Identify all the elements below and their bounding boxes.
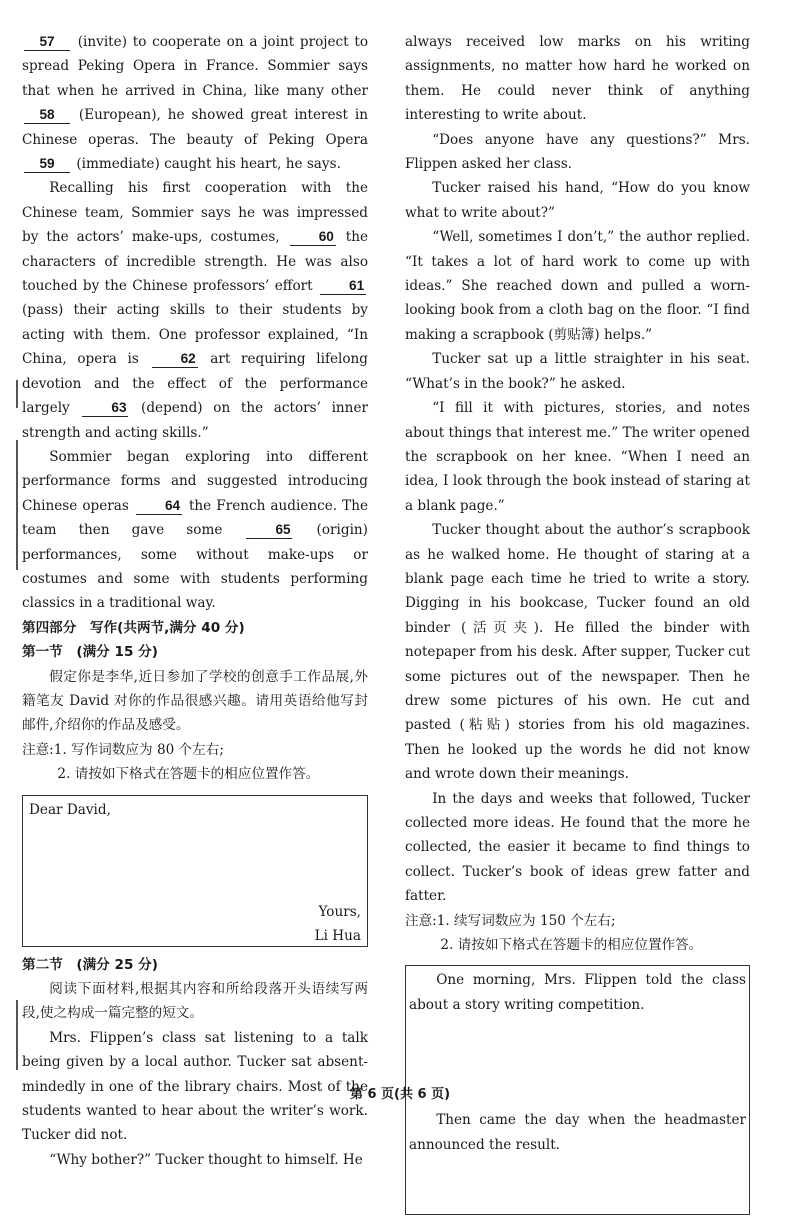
passage-paragraph-1: 57 (invite) to cooperate on a joint project to spread Peking Opera in France. Sommier says that when he arrived in China, like many other 58 (European), he showed great interest in Chinese operas. The beauty of Peking Opera 59 (immediate) caught his heart, he says. bbox=[22, 34, 368, 173]
letter-signature: Li Hua bbox=[314, 927, 361, 944]
story-paragraph-9: In the days and weeks that followed, Tucker collected more ideas. He found that the more he collected, the easier it became to find things to collect. Tucker’s book of ideas grew fatter and fatter. bbox=[405, 790, 750, 905]
blank-57[interactable]: 57 bbox=[24, 34, 70, 51]
story-paragraph-5: “Well, sometimes I don’t,” the author replied. “It takes a lot of hard work to come up with ideas.” She reached down and pulled a worn-looking book from a cloth bag on the floor. “I find making a scrapbook (剪贴簿) helps.” bbox=[405, 229, 750, 343]
section2-prompt: 阅读下面材料,根据其内容和所给段落开头语续写两段,使之构成一篇完整的短文。 bbox=[22, 981, 368, 1022]
blank-60[interactable]: 60 bbox=[290, 229, 336, 246]
story-paragraph-3: “Does anyone have any questions?” Mrs. Flippen asked her class. bbox=[405, 131, 750, 173]
blank-62[interactable]: 62 bbox=[152, 351, 198, 368]
story-paragraph-2: “Why bother?” Tucker thought to himself. He bbox=[49, 1151, 363, 1168]
story-paragraph-1: Mrs. Flippen’s class sat listening to a talk being given by a local author. Tucker sat absent-mindedly in one of the library chairs. Most of the students wanted to hear about the writer’s work. Tucker did not. bbox=[22, 1029, 368, 1144]
blank-64[interactable]: 64 bbox=[136, 498, 182, 515]
story-paragraph-6: Tucker sat up a little straighter in his seat. “What’s in the book?” he asked. bbox=[405, 351, 750, 392]
letter-greeting: Dear David, bbox=[29, 801, 111, 818]
letter-answer-box[interactable] bbox=[22, 795, 368, 947]
story-paragraph-7: “I fill it with pictures, stories, and notes about things that interest me.” The writer opened the scrapbook on her knee. “When I need an idea, I look through the book instead of staring at a blank page.” bbox=[405, 400, 750, 514]
continuation-opening: One morning, Mrs. Flippen told the class about a story writing competition. bbox=[409, 972, 746, 1013]
part4-heading: 第四部分 写作(共两节,满分 40 分) bbox=[22, 619, 245, 636]
story-paragraph-8: Tucker thought about the author’s scrapbook as he walked home. He thought of staring at a blank page each time he tried to write a story. Digging in his bookcase, Tucker found an old binder (活页夹). He filled the binder with notepaper from his desk. After supper, Tucker cut some pictures out of the newspaper. Then he drew some pictures of his own. He cut and pasted (粘贴) stories from his old magazines. Then he looked up the words he did not know and wrote down their meanings. bbox=[405, 522, 750, 783]
section1-prompt: 假定你是李华,近日参加了学校的创意手工作品展,外籍笔友 David 对你的作品很感兴趣。请用英语给他写封邮件,介绍你的作品及感受。 bbox=[22, 668, 368, 734]
blank-61[interactable]: 61 bbox=[320, 278, 366, 295]
section2-note-2: 2. 请按如下格式在答题卡的相应位置作答。 bbox=[440, 937, 703, 954]
story-paragraph-2-cont: always received low marks on his writing assignments, no matter how hard he worked on them. He could never think of anything interesting to write about. bbox=[405, 34, 750, 124]
blank-59[interactable]: 59 bbox=[24, 156, 70, 173]
continuation-second-opening: Then came the day when the headmaster announced the result. bbox=[409, 1112, 746, 1153]
page-number: 第 6 页(共 6 页) bbox=[349, 1087, 451, 1102]
right-column bbox=[405, 30, 750, 1221]
story-paragraph-4: Tucker raised his hand, “How do you know what to write about?” bbox=[405, 180, 750, 221]
margin-mark bbox=[16, 380, 18, 408]
passage-paragraph-2: Recalling his first cooperation with the Chinese team, Sommier says he was impressed by the actors’ make-ups, costumes, 60 the characters of incredible strength. He was also touched by the Chinese professors’ effort 61 (pass) their acting skills to their students by acting with them. One professor explained, “In China, opera is 62 art requiring lifelong devotion and the effect of the performance largely 63 (depend) on the actors’ inner strength and acting skills.” bbox=[22, 180, 369, 441]
blank-58[interactable]: 58 bbox=[24, 107, 70, 124]
letter-closing: Yours, bbox=[318, 903, 361, 920]
section1-heading: 第一节 (满分 15 分) bbox=[22, 644, 158, 661]
section1-note-2: 2. 请按如下格式在答题卡的相应位置作答。 bbox=[57, 766, 320, 783]
margin-mark bbox=[16, 1000, 18, 1070]
passage-paragraph-3: Sommier began exploring into different performance forms and suggested introducing Chinese operas 64 the French audience. The team then gave some 65 (origin) performances, some without make-ups or costumes and some with students performing classics in a traditional way. bbox=[22, 448, 368, 612]
blank-63[interactable]: 63 bbox=[82, 400, 128, 417]
section2-note-1: 注意:1. 续写词数应为 150 个左右; bbox=[405, 912, 616, 929]
margin-mark bbox=[16, 440, 18, 570]
section2-heading: 第二节 (满分 25 分) bbox=[22, 956, 158, 973]
section1-note-1: 注意:1. 写作词数应为 80 个左右; bbox=[22, 741, 224, 758]
left-column bbox=[22, 30, 368, 1172]
blank-65[interactable]: 65 bbox=[246, 522, 292, 539]
